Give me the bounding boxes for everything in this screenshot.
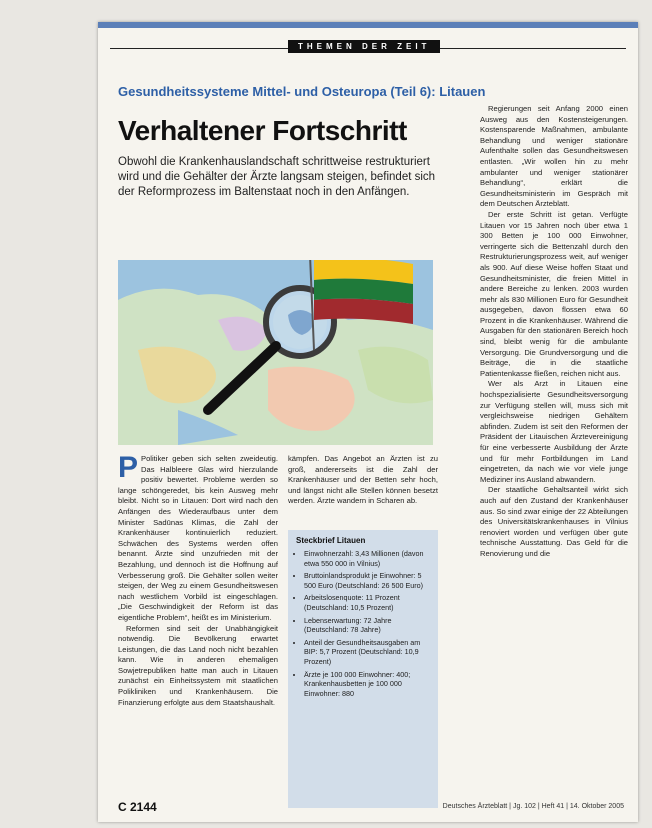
section-tag: THEMEN DER ZEIT xyxy=(288,40,440,53)
magazine-page xyxy=(98,22,638,822)
paragraph: P Politiker geben sich selten zweideutig. Das Halbleere Glas wird hierzulande positiv bewertet. Probleme werden so lange schöngeredet, bis kein Ausweg mehr bleibt. Nicht so in Litauen: Dort wird nach den Anfängen des Wiederaufbaus unter dem Minister Sadūnas Klimas, die Zahl der Krankenhäuser kontinuierlich reduziert. Schwächen des Systems werden offen benannt. Ärzte sind unzufrieden mit der Bezahlung, und dennoch ist die Hoffnung auf Verbesserung groß. Die Gehälter sollen weiter steigen, der Weg zu einem Gesundheitswesen nach westlichem Vorbild ist eingeschlagen. „Die Geschwindigkeit der Reform ist das eigentliche Problem“, heißt es im Ministerium. xyxy=(118,451,278,622)
left-column-text xyxy=(118,451,278,708)
list-item: • Einwohnerzahl: 3,43 Millionen (davon etwa 550 000 in Vilnius) xyxy=(304,549,430,568)
paragraph: Wer als Arzt in Litauen eine hochspezialisierte Gesundheitsversorgung zur Verfügung stellen will, muss sich mit vergleichsweise niedrigen Gehältern abfinden. Zudem ist seit den Reformen der Präsident der Litauischen Ärztevereinigung für eine verbesserte Ausbildung der Ärzte und für mehr Fortbildungen im Land eingetreten, da nach wie vor viele junge Mediziner ins Ausland abwandern. xyxy=(480,379,628,484)
article-lead: Obwohl die Krankenhauslandschaft schrittweise restrukturiert wird und die Gehälter der Ärzte langsam steigen, befindet sich der Reformprozess im Baltenstaat noch in den Anfängen. xyxy=(118,156,436,198)
page-number: C 2144 xyxy=(118,800,157,814)
paragraph: Regierungen seit Anfang 2000 einen Ausweg aus den Kostensteigerungen. Kostensparende Maßnahmen, ambulante Behandlung und weniger stationäre Aufenthalte sollen das Gesundheitswesen entlasten. „Wir wollen hin zu mehr ambulanter und weniger stationärer Behandlung“, erklärt die Gesundheitsministerin im Gespräch mit dem Deutschen Ärzteblatt. xyxy=(480,104,628,209)
fact-list xyxy=(288,549,438,698)
list-item: • Anteil der Gesundheitsausgaben am BIP: 5,7 Prozent (Deutschland: 10,9 Prozent) xyxy=(304,638,430,667)
paragraph: Reformen sind seit der Unabhängigkeit notwendig. Die Bevölkerung erwartet Leistungen, die das Land noch nicht bezahlen kann. Wie in anderen ehemaligen Sowjetrepubliken hatte man auch in Litauen zunächst ein Einheitssystem mit staatlichen Polikliniken und Krankenhäusern. Die Finanzierung erfolgte aus dem Staatshaushalt. xyxy=(118,623,278,707)
europe-map-photo xyxy=(118,260,433,445)
right-column-text xyxy=(480,104,628,560)
journal-footer: Deutsches Ärzteblatt | Jg. 102 | Heft 41 | 14. Oktober 2005 xyxy=(442,803,624,810)
fact-box-title: Steckbrief Litauen xyxy=(296,536,366,545)
article-title: Verhaltener Fortschritt xyxy=(118,115,407,146)
series-heading: Gesundheitssysteme Mittel- und Osteuropa (Teil 6): Litauen xyxy=(118,84,486,99)
list-item: • Bruttoinlandsprodukt je Einwohner: 5 500 Euro (Deutschland: 26 500 Euro) xyxy=(304,571,430,590)
list-item: • Arbeitslosenquote: 11 Prozent (Deutschland: 10,5 Prozent) xyxy=(304,593,430,612)
drop-cap: P xyxy=(118,451,139,484)
top-color-bar xyxy=(98,22,638,28)
middle-column-text xyxy=(288,454,438,507)
paragraph: Der staatliche Gehaltsanteil wirkt sich auch auf den Zustand der Krankenhäuser aus. So sind zwar einige der 22 Abteilungen des Universitätskrankenhauses in Vilnius renoviert worden und verfügen über gute technische Ausstattung. Das Geld für die Renovierung und die xyxy=(480,485,628,558)
list-item: • Lebenserwartung: 72 Jahre (Deutschland: 78 Jahre) xyxy=(304,616,430,635)
list-item: • Ärzte je 100 000 Einwohner: 400; Krankenhausbetten je 100 000 Einwohner: 880 xyxy=(304,670,430,699)
paragraph: kämpfen. Das Angebot an Ärzten ist zu groß, andererseits ist die Zahl der Krankenhäuser und der Betten sehr hoch, und längst nicht alle Stellen können besetzt werden. Ärzte wandern in Scharen ab. xyxy=(288,454,438,506)
paragraph: Der erste Schritt ist getan. Verfügte Litauen vor 15 Jahren noch über etwa 1 300 Betten je 100 000 Einwohner, verringerte sich die Bettenzahl durch den Restrukturierungsprozess weit, auf weniger als 900. Auf diese Weise hoffen Staat und Gesundheitsminister, die freien Mittel in andere Bereiche zu lenken. 2003 wurden mehr als 830 Millionen Euro für Gesundheit ausgegeben, davon flossen etwa 60 Prozent in die Krankenhäuser. Während die Ausgaben für den stationären Bereich hoch sind, bleibt wenig für die ambulante Versorgung. Die Grundversorgung und die Beiträge, die in die staatliche Patientenkasse fließen, reichen nicht aus. xyxy=(480,209,628,378)
fact-box xyxy=(288,530,438,808)
